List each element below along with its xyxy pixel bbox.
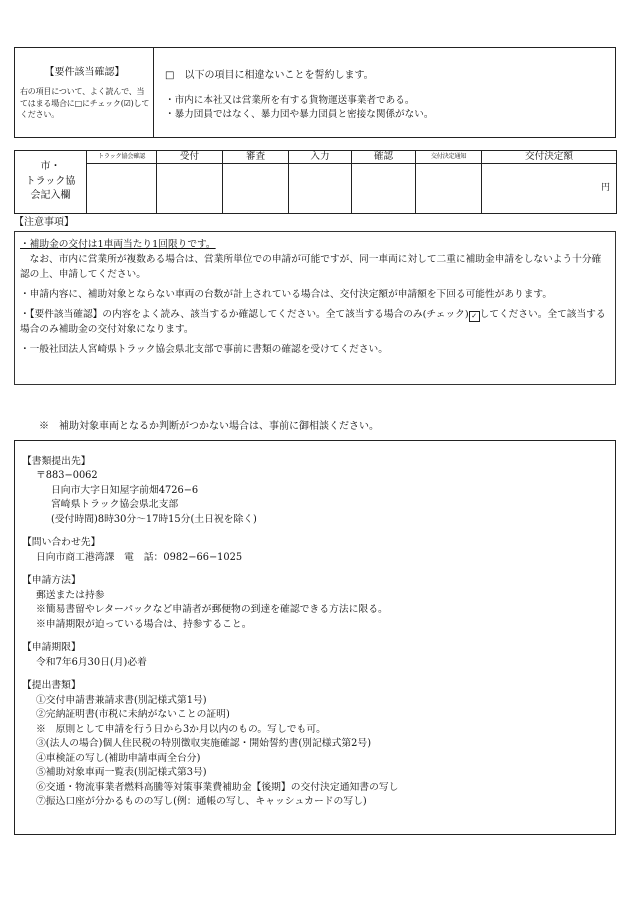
- note-paragraph: [20, 237, 609, 282]
- stamp-cell[interactable]: [352, 164, 416, 214]
- doc-item: ⑦振込口座が分かるものの写し(例：通帳の写し、キャッシュカードの写し): [36, 796, 367, 808]
- doc-item: ⑤補助対象車両一覧表(別記様式第3号): [36, 767, 207, 779]
- method-line: ※簡易書留やレターパックなど申請者が郵便物の到達を確認できる方法に限る。: [36, 604, 388, 616]
- dest-line: 日向市大字日知屋字前畑4726−6: [51, 484, 199, 496]
- dest-line: (受付時間)8時30分〜17時15分(土日祝を除く): [51, 513, 257, 525]
- dest-line: 〒883−0062: [36, 470, 98, 482]
- column-header: 入力: [289, 151, 352, 164]
- method-line: 郵送または持参: [36, 589, 105, 601]
- stamp-cell[interactable]: [223, 164, 289, 214]
- requirement-item: ・市内に本社又は営業所を有する貨物運送事業者である。: [165, 95, 415, 106]
- doc-item: ④車検証の写し(補助申請車両全台分): [36, 752, 201, 764]
- requirement-title: 【要件該当確認】: [44, 67, 125, 78]
- section-heading: 【書類提出先】: [22, 456, 91, 467]
- note-paragraph: ・一般社団法人宮崎県トラック協会県北支部で事前に書類の確認を受けてください。: [20, 344, 388, 356]
- column-header: 審査: [223, 151, 289, 164]
- column-header: 確認: [352, 151, 416, 164]
- requirement-content: [165, 69, 605, 123]
- office-use-table: [14, 150, 617, 214]
- doc-item: ③(法人の場合)個人住民税の特別徴収実施確認・開始誓約書(別記様式第2号): [36, 738, 372, 750]
- doc-item: ⑥交通・物流事業者燃料高騰等対策事業費補助金【後期】の交付決定通知書の写し: [36, 781, 399, 793]
- office-use-label: [15, 151, 87, 214]
- dest-line: 宮崎県トラック協会県北支部: [51, 499, 179, 511]
- doc-item: ※ 原則として申請を行う日から3か月以内のもの。写しでも可。: [36, 723, 326, 735]
- method-line: ※申請期限が迫っている場合は、持参すること。: [36, 618, 252, 630]
- notes-heading: 【注意事項】: [14, 217, 74, 228]
- section-heading: 【問い合わせ先】: [22, 537, 101, 549]
- column-header: 交付決定額: [482, 151, 617, 164]
- column-header: 受付: [157, 151, 223, 164]
- submission-info-box: [14, 440, 616, 835]
- deadline-line: 令和7年6月30日(月)必着: [36, 656, 147, 668]
- doc-item: ②完納証明書(市税に未納がないことの証明): [36, 709, 230, 721]
- note-text: してください。全て該当する場合のみ補助金の交付対象になります。: [20, 309, 606, 336]
- notes-box: [14, 231, 616, 385]
- note-paragraph: [20, 307, 609, 337]
- requirement-item: ・暴力団員ではなく、暴力団や暴力団員と密接な関係がない。: [165, 109, 434, 121]
- section-heading: 【申請方法】: [22, 575, 81, 587]
- stamp-cell[interactable]: [289, 164, 352, 214]
- yen-unit: 円: [600, 182, 610, 193]
- office-use-label-line: トラック協: [25, 175, 76, 187]
- contact-line: 日向市商工港湾課 電 話：0982−66−1025: [36, 551, 243, 563]
- office-use-label-line: 市・: [40, 161, 61, 173]
- office-use-label-line: 会記入欄: [30, 190, 71, 202]
- section-heading: 【申請期限】: [22, 642, 81, 654]
- stamp-cell[interactable]: [416, 164, 482, 214]
- section-heading: 【提出書類】: [22, 680, 81, 692]
- stamp-cell[interactable]: [157, 164, 223, 214]
- stamp-cell[interactable]: [87, 164, 157, 214]
- pledge-checkbox-line[interactable]: □ 以下の項目に相違ないことを誓約します。: [165, 70, 374, 81]
- checkmark-icon: ✓: [469, 311, 480, 322]
- note-paragraph: ・申請内容に、補助対象とならない車両の台数が計上されている場合は、交付決定額が申請額を下回る可能性があります。: [20, 289, 553, 301]
- note-emphasis: ・補助金の交付は1車両当たり1回限りです。: [20, 239, 216, 250]
- requirement-label-cell: [15, 48, 154, 137]
- note-text: なお、市内に営業所が複数ある場合は、営業所単位での申請が可能ですが、同一車両に対して二重に補助金申請をしないよう十分確認の上、申請してください。: [20, 254, 602, 281]
- amount-cell[interactable]: [482, 164, 617, 214]
- note-text: ・【要件該当確認】の内容をよく読み、該当するか確認してください。全て該当する場合のみ(チェック): [20, 309, 469, 321]
- requirement-box: [14, 47, 616, 138]
- requirement-description: 右の項目について、よく読んで、当てはまる場合に□にチェック(☑)してください。: [20, 87, 150, 120]
- doc-item: ①交付申請書兼請求書(別記様式第1号): [36, 694, 207, 706]
- column-header: トラック協会確認: [87, 151, 157, 164]
- consultation-note: ※ 補助対象車両となるか判断がつかない場合は、事前に御相談ください。: [39, 421, 379, 432]
- column-header: 交付決定通知: [416, 151, 482, 164]
